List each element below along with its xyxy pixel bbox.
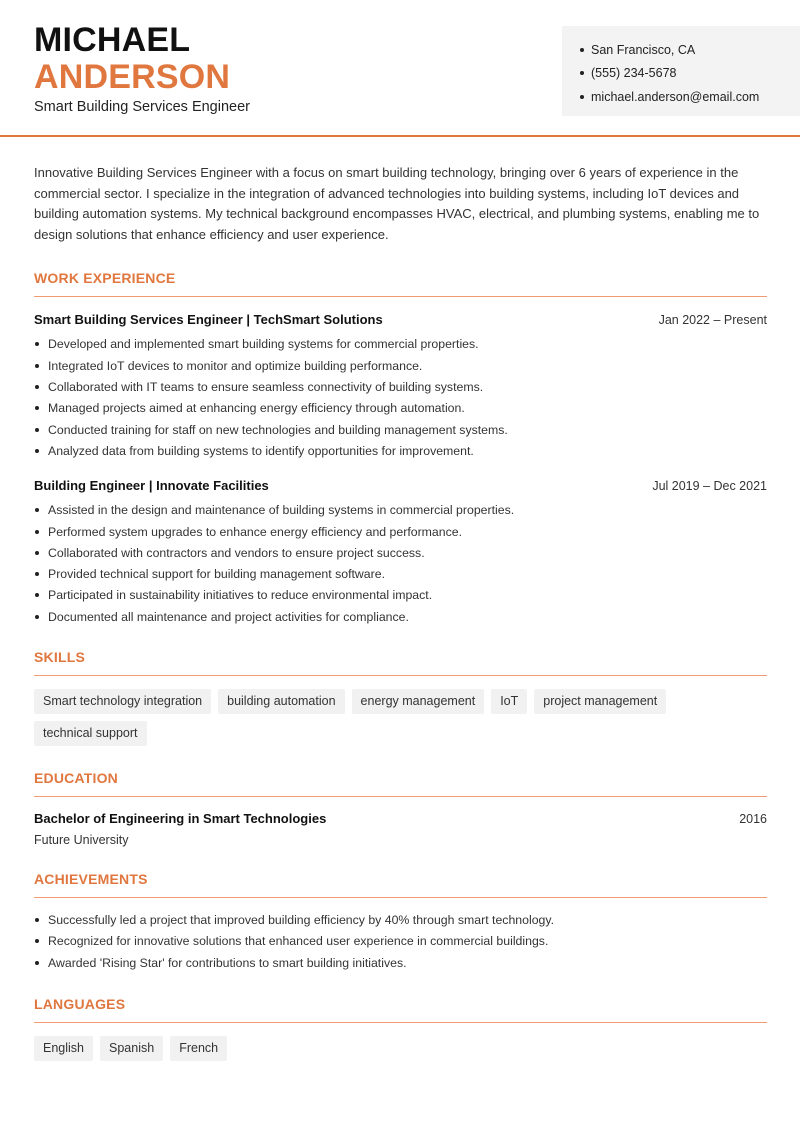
resume-body — [34, 137, 767, 1061]
skills-section — [34, 649, 767, 746]
bullet-icon — [35, 428, 39, 432]
job-entry — [34, 312, 767, 462]
job-header — [34, 312, 767, 327]
language-chip: French — [170, 1036, 227, 1061]
list-item-text: Integrated IoT devices to monitor and optimize building performance. — [48, 358, 423, 373]
skill-chip: project management — [534, 689, 666, 714]
bullet-icon — [35, 385, 39, 389]
job-bullets — [34, 334, 767, 462]
job-header — [34, 478, 767, 493]
list-item-text: Performed system upgrades to enhance energy efficiency and performance. — [48, 524, 462, 539]
list-item — [34, 521, 767, 542]
list-item-text: Collaborated with contractors and vendors to ensure project success. — [48, 545, 425, 560]
contact-email-text: michael.anderson@email.com — [591, 89, 760, 104]
bullet-icon — [580, 71, 584, 75]
achievements-section — [34, 871, 767, 973]
section-title-achievements: ACHIEVEMENTS — [34, 871, 767, 898]
bullet-icon — [35, 918, 39, 922]
list-item-text: Awarded 'Rising Star' for contributions to smart building initiatives. — [48, 955, 407, 970]
contact-email — [580, 85, 800, 109]
bullet-icon — [35, 508, 39, 512]
candidate-name — [34, 22, 230, 96]
skill-chip: building automation — [218, 689, 344, 714]
list-item-text: Participated in sustainability initiatives to reduce environmental impact. — [48, 588, 433, 603]
list-item — [34, 355, 767, 376]
list-item — [34, 931, 767, 952]
education-section — [34, 770, 767, 847]
resume-header — [0, 0, 800, 137]
list-item — [34, 952, 767, 973]
bullet-icon — [35, 449, 39, 453]
list-item-text: Successfully led a project that improved building efficiency by 40% through smart technology. — [48, 913, 555, 928]
list-item — [34, 376, 767, 397]
language-chip: English — [34, 1036, 93, 1061]
bullet-icon — [580, 95, 584, 99]
bullet-icon — [580, 48, 584, 52]
job-role: Building Engineer | Innovate Facilities — [34, 477, 269, 493]
contact-box — [562, 26, 800, 116]
list-item — [34, 500, 767, 521]
list-item — [34, 398, 767, 419]
bullet-icon — [35, 551, 39, 555]
achievements-list — [34, 909, 767, 973]
job-entry — [34, 478, 767, 628]
job-dates: Jul 2019 – Dec 2021 — [652, 478, 767, 493]
languages-list — [34, 1036, 767, 1061]
education-year: 2016 — [739, 812, 767, 827]
list-item-text: Managed projects aimed at enhancing energy efficiency through automation. — [48, 401, 465, 416]
skill-chip: technical support — [34, 721, 147, 746]
list-item-text: Analyzed data from building systems to identify opportunities for improvement. — [48, 443, 474, 458]
contact-location — [580, 38, 800, 62]
education-school: Future University — [34, 833, 129, 848]
work-experience-section — [34, 270, 767, 628]
skills-list — [34, 689, 767, 746]
bullet-icon — [35, 961, 39, 965]
bullet-icon — [35, 364, 39, 368]
list-item — [34, 585, 767, 606]
job-bullets — [34, 500, 767, 628]
list-item — [34, 334, 767, 355]
list-item-text: Collaborated with IT teams to ensure seamless connectivity of building systems. — [48, 380, 484, 395]
section-title-skills: SKILLS — [34, 649, 767, 676]
last-name: ANDERSON — [34, 58, 231, 96]
list-item — [34, 419, 767, 440]
bullet-icon — [35, 572, 39, 576]
list-item-text: Assisted in the design and maintenance of building systems in commercial properties. — [48, 503, 515, 518]
bullet-icon — [35, 593, 39, 597]
skill-chip: IoT — [491, 689, 527, 714]
list-item-text: Documented all maintenance and project activities for compliance. — [48, 609, 409, 624]
list-item-text: Recognized for innovative solutions that enhanced user experience in commercial buildings. — [48, 934, 549, 949]
list-item-text: Developed and implemented smart building systems for commercial properties. — [48, 337, 479, 352]
list-item — [34, 440, 767, 461]
section-title-languages: LANGUAGES — [34, 996, 767, 1023]
contact-location-text: San Francisco, CA — [591, 42, 696, 57]
summary: Innovative Building Services Engineer with a focus on smart building technology, bringing over 6 years of experience in the commercial sector. I specialize in the integration of advanced technologies into building systems, including IoT devices and building automation systems. My technical background encompasses HVAC, electrical, and plumbing systems, enabling me to design solutions that enhance efficiency and user experience. — [34, 165, 760, 243]
section-title-education: EDUCATION — [34, 770, 767, 797]
bullet-icon — [35, 342, 39, 346]
first-name: MICHAEL — [34, 21, 191, 59]
list-item-text: Provided technical support for building management software. — [48, 567, 385, 582]
contact-phone — [580, 62, 800, 86]
languages-section — [34, 996, 767, 1061]
education-degree: Bachelor of Engineering in Smart Technologies — [34, 811, 327, 827]
education-header — [34, 811, 767, 826]
bullet-icon — [35, 530, 39, 534]
section-title-work: WORK EXPERIENCE — [34, 270, 767, 297]
skill-chip: Smart technology integration — [34, 689, 211, 714]
list-item — [34, 563, 767, 584]
job-dates: Jan 2022 – Present — [658, 312, 767, 327]
list-item — [34, 606, 767, 627]
list-item — [34, 909, 767, 930]
bullet-icon — [35, 406, 39, 410]
bullet-icon — [35, 939, 39, 943]
list-item — [34, 542, 767, 563]
contact-phone-text: (555) 234-5678 — [591, 66, 677, 81]
bullet-icon — [35, 615, 39, 619]
job-title: Smart Building Services Engineer — [34, 99, 250, 115]
job-role: Smart Building Services Engineer | TechSmart Solutions — [34, 311, 383, 327]
language-chip: Spanish — [100, 1036, 163, 1061]
skill-chip: energy management — [352, 689, 485, 714]
list-item-text: Conducted training for staff on new technologies and building management systems. — [48, 422, 508, 437]
